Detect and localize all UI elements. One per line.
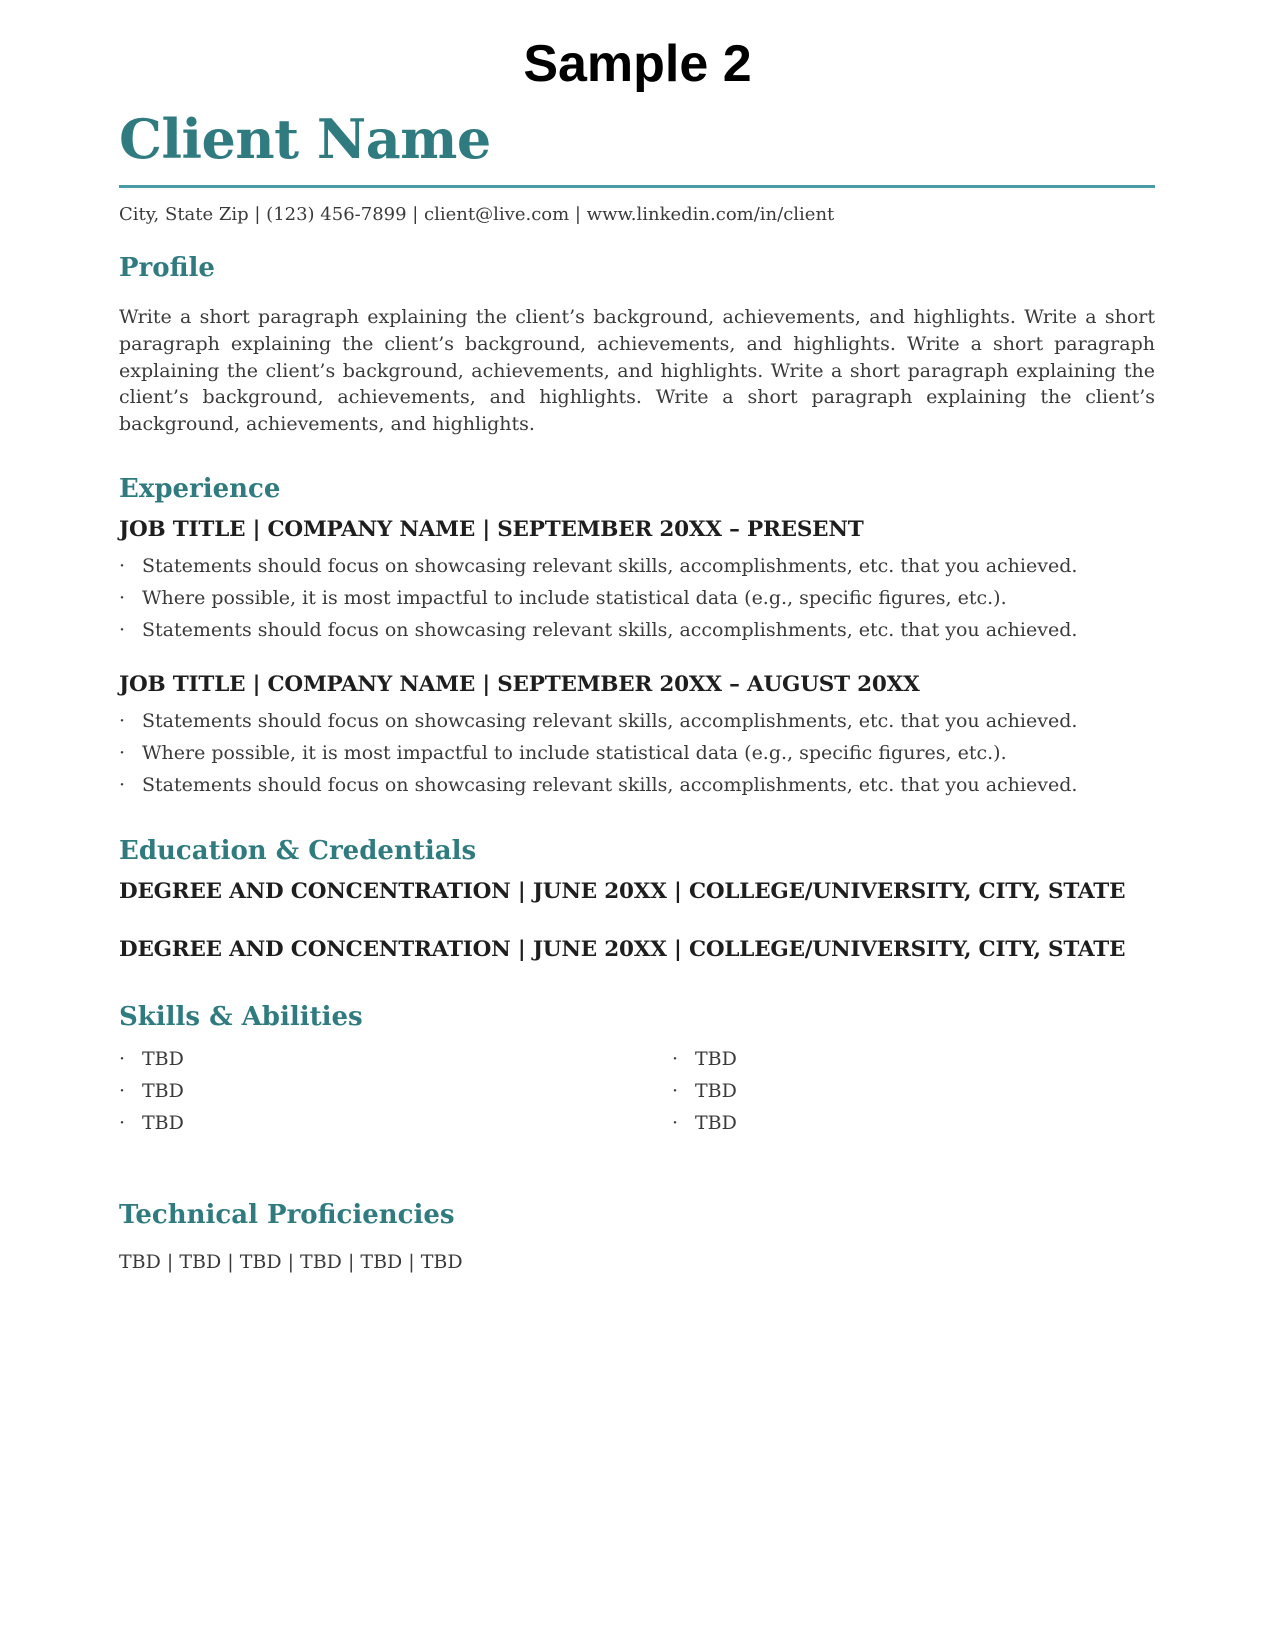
job-title-2: JOB TITLE | COMPANY NAME | SEPTEMBER 20XX – AUGUST 20XX [119, 672, 920, 697]
bullet-dot-icon: · [119, 1048, 126, 1070]
list-item [119, 737, 1077, 769]
skill-left-3: TBD [142, 1112, 184, 1134]
job-title-1: JOB TITLE | COMPANY NAME | SEPTEMBER 20XX – PRESENT [119, 517, 864, 542]
skill-right-3: TBD [695, 1112, 737, 1134]
technical-proficiencies-line: TBD | TBD | TBD | TBD | TBD | TBD [119, 1251, 463, 1273]
education-heading: Education & Credentials [119, 836, 477, 866]
skills-left-column [119, 1043, 184, 1139]
skill-right-2: TBD [695, 1080, 737, 1102]
profile-heading: Profile [119, 253, 215, 283]
bullet-dot-icon: · [119, 1112, 126, 1134]
education-entry-2: DEGREE AND CONCENTRATION | JUNE 20XX | COLLEGE/UNIVERSITY, CITY, STATE [119, 937, 1126, 962]
list-item [672, 1107, 737, 1139]
bullet-dot-icon: · [119, 555, 126, 577]
experience-heading: Experience [119, 474, 281, 504]
bullet-dot-icon: · [672, 1048, 679, 1070]
bullet-dot-icon: · [119, 619, 126, 641]
list-item [119, 769, 1077, 801]
bullet-dot-icon: · [119, 710, 126, 732]
list-item [119, 1107, 184, 1139]
list-item [672, 1043, 737, 1075]
job-2-bullet-1: Statements should focus on showcasing relevant skills, accomplishments, etc. that you achieved. [142, 710, 1078, 732]
bullet-dot-icon: · [672, 1112, 679, 1134]
list-item [119, 1075, 184, 1107]
job-2-bullet-3: Statements should focus on showcasing relevant skills, accomplishments, etc. that you achieved. [142, 774, 1078, 796]
list-item [119, 1043, 184, 1075]
education-entry-1: DEGREE AND CONCENTRATION | JUNE 20XX | COLLEGE/UNIVERSITY, CITY, STATE [119, 879, 1126, 904]
skill-left-2: TBD [142, 1080, 184, 1102]
skills-heading: Skills & Abilities [119, 1002, 363, 1032]
list-item [119, 705, 1077, 737]
list-item [672, 1075, 737, 1107]
bullet-dot-icon: · [119, 774, 126, 796]
bullet-dot-icon: · [119, 1080, 126, 1102]
bullet-dot-icon: · [672, 1080, 679, 1102]
list-item [119, 550, 1077, 582]
job-1-bullet-2: Where possible, it is most impactful to include statistical data (e.g., specific figures, etc.). [142, 587, 1007, 609]
skill-right-1: TBD [695, 1048, 737, 1070]
sample-banner-title: Sample 2 [523, 35, 752, 93]
name-divider-rule [119, 185, 1155, 188]
contact-info-line: City, State Zip | (123) 456-7899 | client@live.com | www.linkedin.com/in/client [119, 204, 835, 225]
list-item [119, 614, 1077, 646]
list-item [119, 582, 1077, 614]
bullet-dot-icon: · [119, 742, 126, 764]
job-2-bullet-list [119, 705, 1077, 801]
bullet-dot-icon: · [119, 587, 126, 609]
job-1-bullet-list [119, 550, 1077, 646]
client-name-heading: Client Name [119, 107, 491, 171]
skills-right-column [672, 1043, 737, 1139]
profile-paragraph: Write a short paragraph explaining the client’s background, achievements, and highlights. Write a short paragraph explaining the client’s background, achievements, and highlights. Write a short paragraph explaining the client’s background, achievements, and highlights. Write a short paragraph explaining the client’s background, achievements, and highlights. Write a short paragraph explaining the client’s background, achievements, and highlights. [119, 306, 1155, 436]
skill-left-1: TBD [142, 1048, 184, 1070]
job-2-bullet-2: Where possible, it is most impactful to include statistical data (e.g., specific figures, etc.). [142, 742, 1007, 764]
technical-heading: Technical Proficiencies [119, 1200, 455, 1230]
job-1-bullet-3: Statements should focus on showcasing relevant skills, accomplishments, etc. that you achieved. [142, 619, 1078, 641]
job-1-bullet-1: Statements should focus on showcasing relevant skills, accomplishments, etc. that you achieved. [142, 555, 1078, 577]
